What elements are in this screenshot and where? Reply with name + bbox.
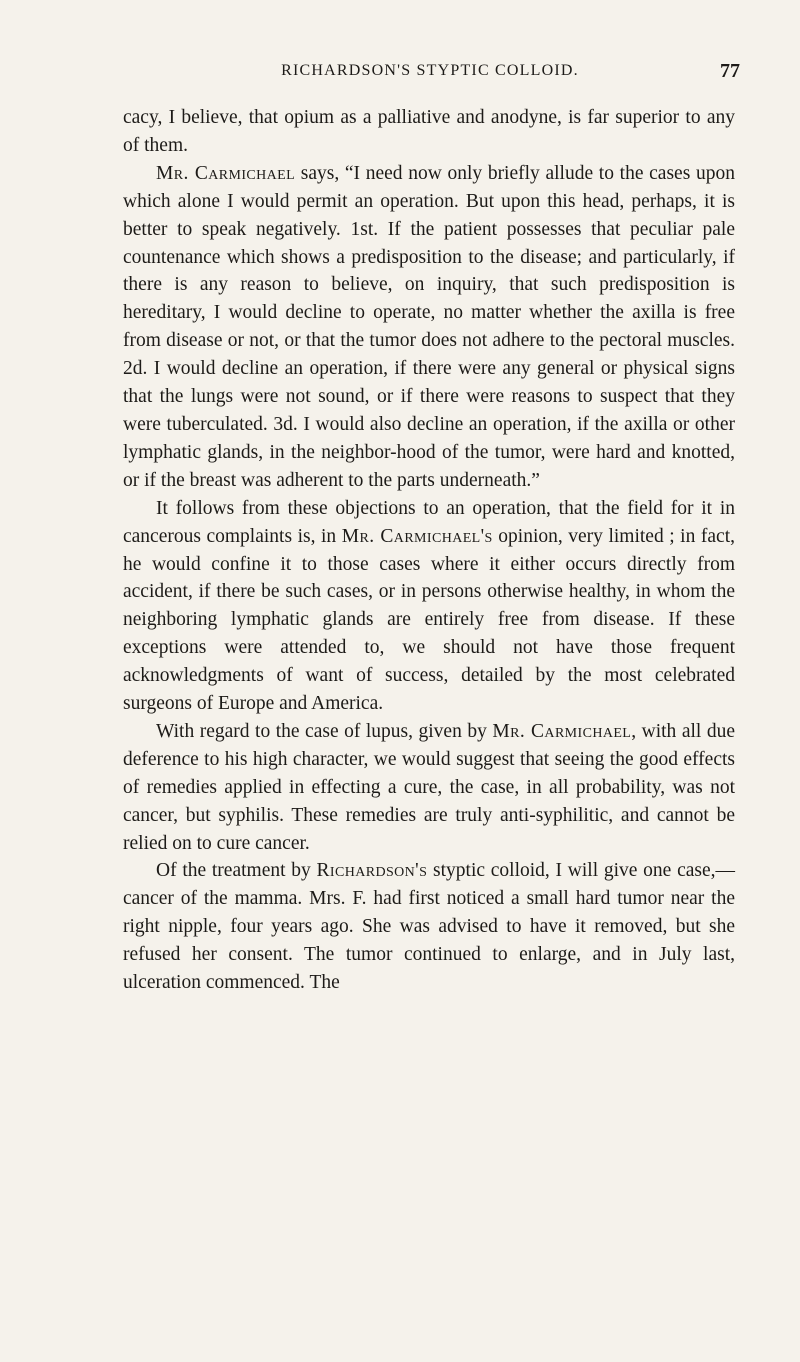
running-head <box>120 62 740 86</box>
text-run: cacy, I believe, that opium as a palliative and anodyne, is far superior to any of them. <box>123 107 735 156</box>
author-name: Mr. Carmichael <box>156 162 296 184</box>
text-run: With regard to the case of lupus, given by <box>156 720 493 742</box>
author-name: Mr. Carmichael's <box>341 525 493 547</box>
text-run: Of the treatment by <box>156 860 317 882</box>
text-run: opinion, very limited ; in fact, he would confine it to those cases where it either occurs directly from accident, if there be such cases, or in persons otherwise healthy, in whom the neighboring lymphatic glands are entirely free from disease. If these exceptions were attended to, we should not have those frequent acknowledgments of want of success, detailed by the most celebrated surgeons of Europe and America. <box>123 525 735 715</box>
paragraph-continuation <box>123 104 735 160</box>
page-number: 77 <box>720 60 740 82</box>
text-run: It follows from these objections to an operation, that the field for it in cancerous complaints is, in <box>123 497 735 547</box>
author-name: Richardson's <box>316 860 428 882</box>
text-run: , with all due deference to his high character, we would suggest that seeing the good effects of remedies applied in effecting a cure, the case, in all probability, was not cancer, but syphilis. These remedies are truly anti-syphilitic, and cannot be relied on to cure cancer. <box>123 720 735 854</box>
paragraph-carmichael-quote <box>123 160 735 495</box>
paragraph-lupus <box>123 718 735 858</box>
text-run: says, “I need now only briefly allude to the cases upon which alone I would permit an operation. But upon this head, perhaps, it is better to speak negatively. 1st. If the patient possesses that peculiar pale countenance which shows a predisposition to the disease; and particularly, if there is any reason to believe, on inquiry, that such predisposition is hereditary, I would decline to operate, no matter whether the axilla is free from disease or not, or that the tumor does not adhere to the pectoral muscles. 2d. I would decline an operation, if there were any general or physical signs that the lungs were not sound, or if there were reasons to suspect that they were tuberculated. 3d. I would also decline an operation, if the axilla or other lymphatic glands, in the neighbor-hood of the tumor, were hard and knotted, or if the breast was adherent to the parts underneath.” <box>123 162 735 491</box>
running-title: RICHARDSON'S STYPTIC COLLOID. <box>281 62 579 79</box>
author-name: Mr. Carmichael <box>492 720 632 742</box>
text-run: styptic colloid, I will give one case,—cancer of the mamma. Mrs. F. had first noticed a small hard tumor near the right nipple, four years ago. She was advised to have it removed, but she refused her consent. The tumor continued to enlarge, and in July last, ulceration commenced. The <box>123 860 736 994</box>
paragraph-objections <box>123 495 735 718</box>
paragraph-treatment <box>123 857 735 997</box>
body-text <box>123 104 735 997</box>
